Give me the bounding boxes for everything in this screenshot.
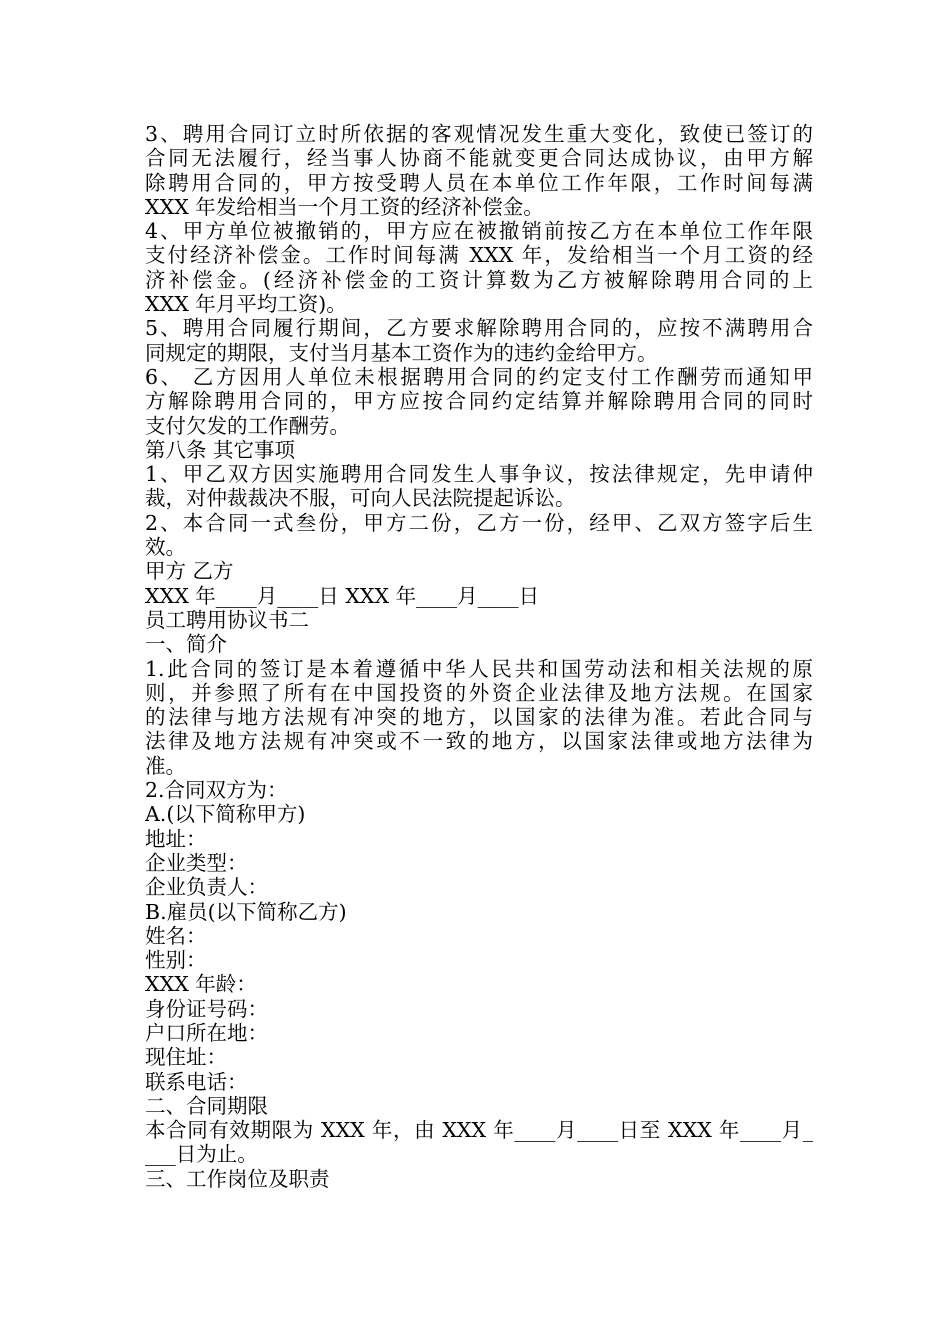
text-line: 济补偿金。(经济补偿金的工资计算数为乙方被解除聘用合同的上 [145, 267, 813, 292]
document-page [145, 122, 813, 1191]
text-line: 甲方 乙方 [145, 559, 234, 584]
text-line: A.(以下简称甲方) [145, 802, 306, 827]
text-line: 三、工作岗位及职责 [145, 1166, 330, 1191]
text-line: 企业类型： [145, 850, 248, 875]
text-line: XXX 年发给相当一个月工资的经济补偿金。 [145, 194, 544, 219]
text-line: 性别： [145, 948, 207, 973]
text-line: 法律及地方法规有冲突或不一致的地方，以国家法律或地方法律为 [145, 729, 813, 754]
text-line: 二、合同期限 [145, 1093, 268, 1118]
text-line: 现住址： [145, 1045, 227, 1070]
text-line: B.雇员(以下简称乙方) [145, 899, 347, 924]
text-line: 支付欠发的工作酬劳。 [145, 413, 350, 438]
text-line: 合同无法履行，经当事人协商不能就变更合同达成协议，由甲方解 [145, 146, 813, 171]
text-line: 4、甲方单位被撤销的，甲方应在被撤销前按乙方在本单位工作年限 [145, 219, 813, 244]
text-line: 5、聘用合同履行期间，乙方要求解除聘用合同的，应按不满聘用合 [145, 316, 813, 341]
text-line: 则，并参照了所有在中国投资的外资企业法律及地方法规。在国家 [145, 680, 813, 705]
text-line: 企业负责人： [145, 875, 268, 900]
text-line: 户口所在地： [145, 1020, 268, 1045]
text-line: XXX 年月平均工资)。 [145, 292, 347, 317]
text-line: 3、聘用合同订立时所依据的客观情况发生重大变化，致使已签订的 [145, 122, 813, 146]
text-line: 效。 [145, 535, 186, 560]
text-line: 1.此合同的签订是本着遵循中华人民共和国劳动法和相关法规的原 [145, 656, 813, 681]
text-line: 第八条 其它事项 [145, 437, 296, 462]
text-line: 本合同有效期限为 XXX 年，由 XXX 年____月____日至 XXX 年____月_ [145, 1118, 813, 1143]
text-line: ___日为止。 [145, 1142, 258, 1167]
text-line: 2.合同双方为： [145, 778, 288, 803]
text-line: 同规定的期限，支付当月基本工资作为的违约金给甲方。 [145, 340, 658, 365]
text-line: 除聘用合同的，甲方按受聘人员在本单位工作年限，工作时间每满 [145, 170, 813, 195]
text-line: 1、甲乙双方因实施聘用合同发生人事争议，按法律规定，先申请仲 [145, 462, 813, 487]
text-line: 6、 乙方因用人单位未根据聘用合同的约定支付工作酬劳而通知甲 [145, 364, 813, 389]
text-line: 方解除聘用合同的，甲方应按合同约定结算并解除聘用合同的同时 [145, 389, 813, 414]
text-line: 裁，对仲裁裁决不服，可向人民法院提起诉讼。 [145, 486, 576, 511]
text-line: 准。 [145, 753, 186, 778]
text-line: 一、简介 [145, 632, 227, 657]
text-line: 地址： [145, 826, 207, 851]
text-line: 的法律与地方法规有冲突的地方，以国家的法律为准。若此合同与 [145, 705, 813, 730]
text-line: 员工聘用协议书二 [145, 607, 309, 632]
text-line: XXX 年龄： [145, 972, 257, 997]
text-line: 身份证号码： [145, 996, 268, 1021]
text-line: 姓名： [145, 923, 207, 948]
text-line: 2、本合同一式叁份，甲方二份，乙方一份，经甲、乙双方签字后生 [145, 510, 813, 535]
text-line: 联系电话： [145, 1069, 248, 1094]
text-line: 支付经济补偿金。工作时间每满 XXX 年，发给相当一个月工资的经 [145, 243, 813, 268]
text-line: XXX 年____月____日 XXX 年____月____日 [145, 583, 540, 608]
